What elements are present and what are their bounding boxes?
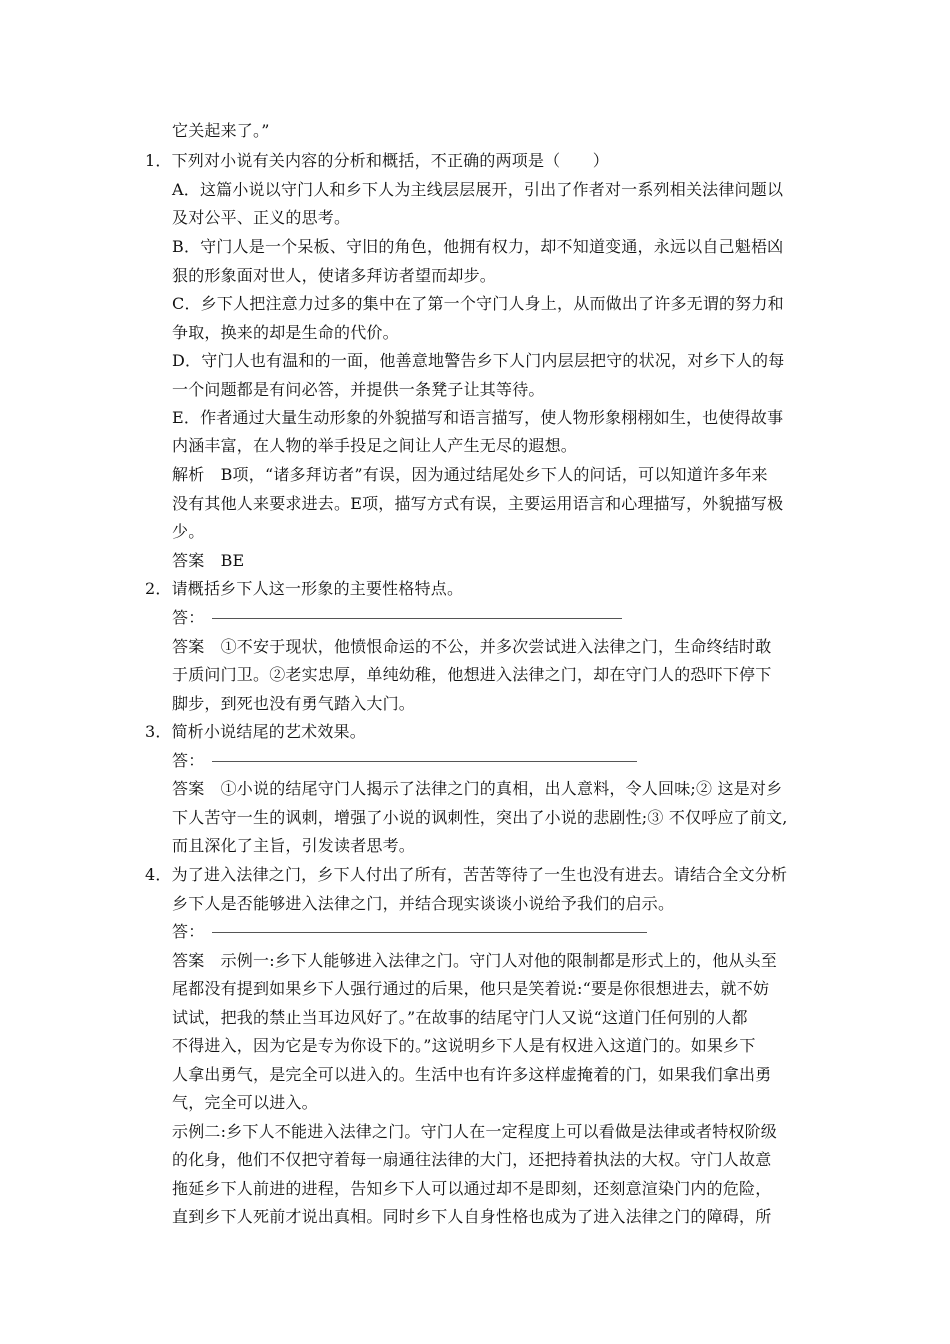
answer-blank-4: [172, 922, 647, 942]
answer-3-cont: 下人苦守一生的讽刺，增强了小说的讽刺性，突出了小说的悲剧性;③ 不仅呼应了前文,: [172, 808, 788, 827]
analysis-text-cont: 少。: [172, 522, 205, 541]
answer-2-cont: 于质问门卫。②老实忠厚，单纯幼稚，他想进入法律之门，却在守门人的恐吓下停下: [172, 665, 772, 684]
answer-4-example-1-cont: 试试，把我的禁止当耳边风好了。”在故事的结尾守门人又说“这道门任何别的人都: [172, 1008, 748, 1027]
question-4-stem-cont: 乡下人是否能够进入法律之门，并结合现实谈谈小说给予我们的启示。: [172, 894, 675, 913]
answer-4-example-1: 答案 示例一:乡下人能够进入法律之门。守门人对他的限制都是形式上的，他从头至: [172, 951, 777, 970]
option-c: C．乡下人把注意力过多的集中在了第一个守门人身上，从而做出了许多无谓的努力和: [172, 294, 784, 313]
answer-underline[interactable]: [212, 760, 637, 762]
option-d: D．守门人也有温和的一面，他善意地警告乡下人门内层层把守的状况，对乡下人的每: [172, 351, 785, 370]
answer-prefix: 答：: [172, 608, 205, 627]
option-a-cont: 及对公平、正义的思考。: [172, 208, 351, 227]
answer-blank-3: [172, 751, 637, 771]
question-2-stem: 2．请概括乡下人这一形象的主要性格特点。: [145, 579, 464, 598]
answer-3: 答案 ①小说的结尾守门人揭示了法律之门的真相，出人意料，令人回味;② 这是对乡: [172, 779, 783, 798]
option-e: E．作者通过大量生动形象的外貌描写和语言描写，使人物形象栩栩如生，也使得故事: [172, 408, 784, 427]
answer-2-cont: 脚步，到死也没有勇气踏入大门。: [172, 694, 416, 713]
answer-underline[interactable]: [212, 931, 647, 933]
answer-4-example-2-cont: 拖延乡下人前进的进程，告知乡下人可以通过却不是即刻，还刻意渲染门内的危险，: [172, 1179, 772, 1198]
answer-prefix: 答：: [172, 751, 205, 770]
answer-4-example-2: 示例二:乡下人不能进入法律之门。守门人在一定程度上可以看做是法律或者特权阶级: [172, 1122, 777, 1141]
option-a: A．这篇小说以守门人和乡下人为主线层层展开，引出了作者对一系列相关法律问题以: [172, 180, 784, 199]
answer-prefix: 答：: [172, 922, 205, 941]
answer-4-example-2-cont: 直到乡下人死前才说出真相。同时乡下人自身性格也成为了进入法律之门的障碍，所: [172, 1207, 772, 1226]
answer-4-example-1-cont: 气，完全可以进入。: [172, 1093, 318, 1112]
question-3-stem: 3．简析小说结尾的艺术效果。: [145, 722, 366, 741]
answer-3-cont: 而且深化了主旨，引发读者思考。: [172, 836, 416, 855]
answer-4-example-1-cont: 尾都没有提到如果乡下人强行通过的后果，他只是笑着说:“要是你很想进去，就不妨: [172, 979, 770, 998]
text-line: 它关起来了。”: [172, 121, 270, 140]
option-b-cont: 狠的形象面对世人，使诸多拜访者望而却步。: [172, 266, 497, 285]
answer-2: 答案 ①不安于现状，他愤恨命运的不公，并多次尝试进入法律之门，生命终结时敢: [172, 637, 772, 656]
analysis-text: 解析 B项，“诸多拜访者”有误，因为通过结尾处乡下人的问话，可以知道许多年来: [172, 465, 768, 484]
answer-4-example-1-cont: 人拿出勇气，是完全可以进入的。生活中也有许多这样虚掩着的门，如果我们拿出勇: [172, 1065, 772, 1084]
answer-1: 答案 BE: [172, 551, 245, 570]
answer-4-example-2-cont: 的化身，他们不仅把守着每一扇通往法律的大门，还把持着执法的大权。守门人故意: [172, 1150, 772, 1169]
option-b: B．守门人是一个呆板、守旧的角色，他拥有权力，却不知道变通，永远以自己魁梧凶: [172, 237, 784, 256]
question-4-stem: 4．为了进入法律之门，乡下人付出了所有，苦苦等待了一生也没有进去。请结合全文分析: [145, 865, 788, 884]
answer-blank-2: [172, 608, 622, 628]
question-1-stem: 1．下列对小说有关内容的分析和概括，不正确的两项是（ ）: [145, 151, 609, 170]
option-c-cont: 争取，换来的却是生命的代价。: [172, 323, 399, 342]
analysis-text-cont: 没有其他人来要求进去。E项，描写方式有误，主要运用语言和心理描写，外貌描写极: [172, 494, 784, 513]
option-d-cont: 一个问题都是有问必答，并提供一条凳子让其等待。: [172, 380, 545, 399]
option-e-cont: 内涵丰富，在人物的举手投足之间让人产生无尽的遐想。: [172, 436, 578, 455]
answer-underline[interactable]: [212, 617, 622, 619]
answer-4-example-1-cont: 不得进入，因为它是专为你设下的。”这说明乡下人是有权进入这道门的。如果乡下: [172, 1036, 756, 1055]
